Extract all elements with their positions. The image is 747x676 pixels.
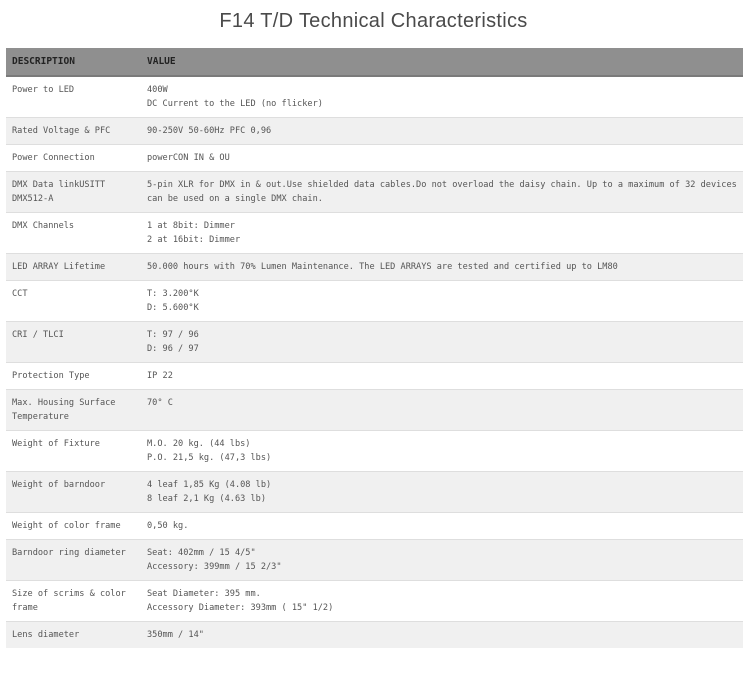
row-description: Protection Type	[6, 363, 141, 390]
row-value	[141, 76, 743, 118]
table-row	[6, 431, 743, 472]
value-line: D: 96 / 97	[147, 344, 199, 354]
table-row	[6, 513, 743, 540]
table-row	[6, 213, 743, 254]
row-description: Weight of barndoor	[6, 472, 141, 513]
row-description: Rated Voltage & PFC	[6, 118, 141, 145]
specs-table	[6, 48, 743, 648]
value-line: T: 97 / 96	[147, 330, 199, 340]
table-row	[6, 472, 743, 513]
table-row	[6, 172, 743, 213]
table-row	[6, 118, 743, 145]
table-row	[6, 281, 743, 322]
row-value	[141, 322, 743, 363]
value-line: D: 5.600°K	[147, 303, 199, 313]
value-line: Seat Diameter: 395 mm.	[147, 589, 261, 599]
row-description: Lens diameter	[6, 622, 141, 649]
row-description: Barndoor ring diameter	[6, 540, 141, 581]
value-line: P.O. 21,5 kg. (47,3 lbs)	[147, 453, 272, 463]
value-line: 400W	[147, 85, 168, 95]
value-line: Accessory Diameter: 393mm ( 15" 1/2)	[147, 603, 334, 613]
table-row	[6, 363, 743, 390]
row-value	[141, 118, 743, 145]
row-value	[141, 581, 743, 622]
row-description: DMX Data linkUSITT DMX512-A	[6, 172, 141, 213]
row-value	[141, 622, 743, 649]
row-description: Power Connection	[6, 145, 141, 172]
page-title: F14 T/D Technical Characteristics	[219, 10, 528, 32]
table-row	[6, 76, 743, 118]
value-line: Accessory: 399mm / 15 2/3"	[147, 562, 282, 572]
value-line: M.O. 20 kg. (44 lbs)	[147, 439, 251, 449]
row-description: Weight of Fixture	[6, 431, 141, 472]
value-line: 2 at 16bit: Dimmer	[147, 235, 241, 245]
row-description: Max. Housing Surface Temperature	[6, 390, 141, 431]
value-line: DC Current to the LED (no flicker)	[147, 99, 323, 109]
row-description: CCT	[6, 281, 141, 322]
row-value	[141, 145, 743, 172]
row-value	[141, 213, 743, 254]
table-row	[6, 540, 743, 581]
table-row	[6, 322, 743, 363]
table-row	[6, 254, 743, 281]
row-value	[141, 172, 743, 213]
value-line: 90-250V 50-60Hz PFC 0,96	[147, 126, 272, 136]
value-line: powerCON IN & OU	[147, 153, 230, 163]
value-line: 1 at 8bit: Dimmer	[147, 221, 235, 231]
row-description: Power to LED	[6, 76, 141, 118]
value-line: 4 leaf 1,85 Kg (4.08 lb)	[147, 480, 272, 490]
row-value	[141, 513, 743, 540]
table-row	[6, 581, 743, 622]
value-line: 50.000 hours with 70% Lumen Maintenance. The LED ARRAYS are tested and certified up to LM80	[147, 262, 618, 272]
value-line: 5-pin XLR for DMX in & out.Use shielded data cables.Do not overload the daisy chain. Up to a maximum of 32 devices can be used on a single DMX chain.	[147, 180, 737, 204]
row-description: LED ARRAY Lifetime	[6, 254, 141, 281]
value-line: 0,50 kg.	[147, 521, 189, 531]
table-row	[6, 145, 743, 172]
value-line: IP 22	[147, 371, 173, 381]
row-value	[141, 390, 743, 431]
row-value	[141, 254, 743, 281]
row-description: Size of scrims & color frame	[6, 581, 141, 622]
row-value	[141, 540, 743, 581]
table-body	[6, 76, 743, 648]
table-header	[6, 48, 743, 76]
value-line: 70° C	[147, 398, 173, 408]
value-line: 350mm / 14"	[147, 630, 204, 640]
row-description: Weight of color frame	[6, 513, 141, 540]
row-value	[141, 472, 743, 513]
value-line: Seat: 402mm / 15 4/5"	[147, 548, 256, 558]
value-line: T: 3.200°K	[147, 289, 199, 299]
row-description: CRI / TLCI	[6, 322, 141, 363]
row-value	[141, 431, 743, 472]
row-value	[141, 281, 743, 322]
table-row	[6, 390, 743, 431]
row-description: DMX Channels	[6, 213, 141, 254]
value-line: 8 leaf 2,1 Kg (4.63 lb)	[147, 494, 266, 504]
column-header-value: VALUE	[141, 48, 743, 76]
header-row	[6, 48, 743, 76]
table-row	[6, 622, 743, 649]
column-header-description: DESCRIPTION	[6, 48, 141, 76]
row-value	[141, 363, 743, 390]
